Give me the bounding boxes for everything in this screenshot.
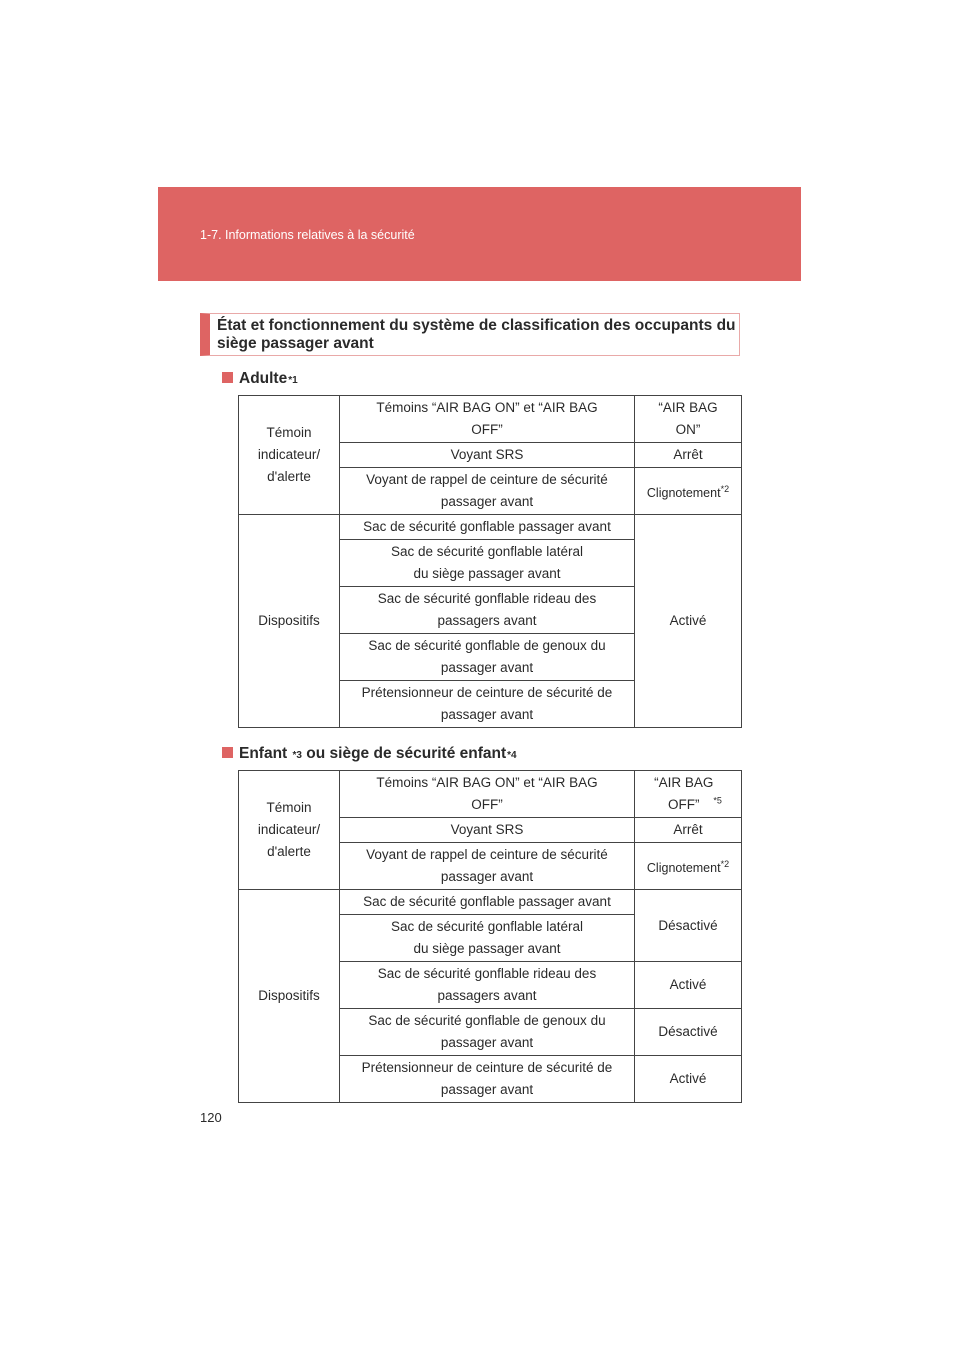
table-cell: “AIR BAG ON” [635,396,742,443]
table-cell: Activé [635,515,742,728]
table-row [239,396,742,443]
child-heading-sup-a: *3 [292,750,302,761]
table-cell: Sac de sécurité gonflable de genoux du passager avant [340,634,635,681]
group-label-indicators: Témoin indicateur/ d'alerte [239,771,340,890]
bullet-square-icon [222,747,233,758]
subheading-child [222,745,517,763]
child-table [238,770,742,1103]
group-label-devices: Dispositifs [239,890,340,1103]
table-cell: Clignotement$^{*2}$ [635,468,742,515]
table-row [239,771,742,818]
table-cell: Sac de sécurité gonflable latéral du siège passager avant [340,915,635,962]
table-cell: Témoins “AIR BAG ON” et “AIR BAG OFF” [340,771,635,818]
table-cell: Sac de sécurité gonflable rideau des passagers avant [340,587,635,634]
page-number: 120 [200,1110,222,1125]
table-cell: Voyant SRS [340,443,635,468]
child-heading-a: Enfant [239,745,292,762]
group-label-indicators: Témoin indicateur/ d'alerte [239,396,340,515]
table-cell: Désactivé [635,890,742,962]
table-cell: Activé [635,1056,742,1103]
adult-table [238,395,742,728]
table-row [239,515,742,540]
bullet-square-icon [222,372,233,383]
adult-heading-sup: *1 [288,375,298,386]
table-cell: Sac de sécurité gonflable passager avant [340,515,635,540]
table-cell: Voyant de rappel de ceinture de sécurité passager avant [340,843,635,890]
table-cell: Activé [635,962,742,1009]
table-cell: Témoins “AIR BAG ON” et “AIR BAG OFF” [340,396,635,443]
table-cell: Sac de sécurité gonflable rideau des passagers avant [340,962,635,1009]
subheading-adult [222,370,298,388]
table-cell: Prétensionneur de ceinture de sécurité de passager avant [340,1056,635,1103]
table-cell: Prétensionneur de ceinture de sécurité de passager avant [340,681,635,728]
table-cell: “AIR BAG OFF”$^{*5}$ [635,771,742,818]
section-title: État et fonctionnement du système de classification des occupants du siège passager avant [200,313,740,356]
table-cell: Sac de sécurité gonflable latéral du siège passager avant [340,540,635,587]
table-cell: Arrêt [635,443,742,468]
adult-heading: Adulte [239,370,288,387]
table-cell: Arrêt [635,818,742,843]
table-cell: Clignotement$^{*2}$ [635,843,742,890]
child-heading-sup-b: *4 [507,750,517,761]
table-cell: Voyant de rappel de ceinture de sécurité passager avant [340,468,635,515]
section-label: 1-7. Informations relatives à la sécurité [200,228,415,242]
table-cell: Sac de sécurité gonflable passager avant [340,890,635,915]
table-row [239,890,742,915]
group-label-devices: Dispositifs [239,515,340,728]
table-cell: Voyant SRS [340,818,635,843]
table-cell: Sac de sécurité gonflable de genoux du passager avant [340,1009,635,1056]
child-heading-b: ou siège de sécurité enfant [301,745,507,762]
table-cell: Désactivé [635,1009,742,1056]
